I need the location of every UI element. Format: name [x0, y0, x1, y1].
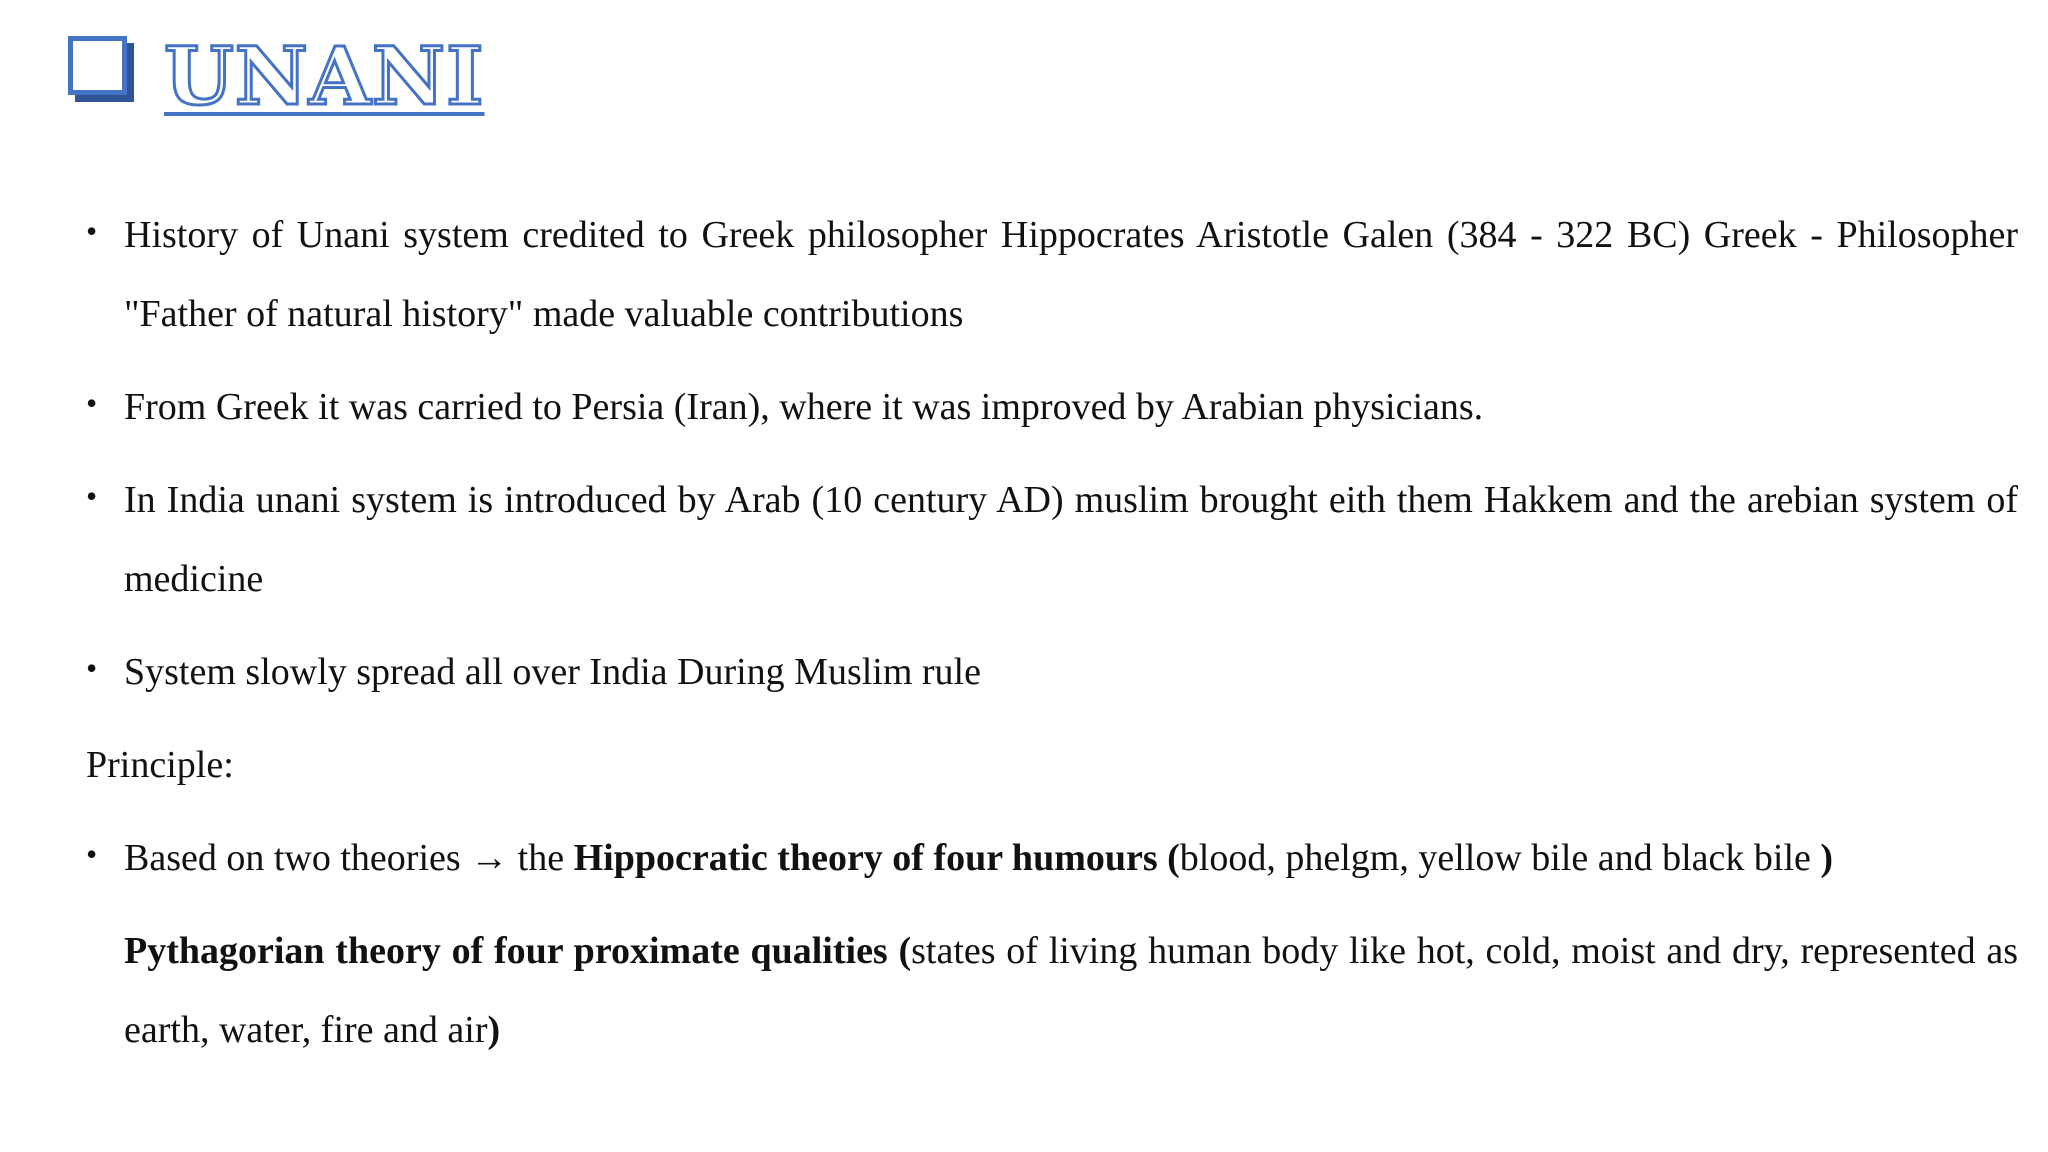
slide-title: UNANI	[164, 29, 485, 123]
principle-heading: Principle:	[86, 744, 234, 786]
bullet-history: • History of Unani system credited to Greek philosopher Hippocrates Aristotle Galen (384 - 322 BC) Greek - Philosopher "Father of natural history" made valuable contributions	[86, 196, 2018, 354]
pythagorian-paragraph	[86, 912, 2018, 1070]
title-row	[68, 30, 485, 130]
bullet-theories	[86, 819, 2018, 898]
slide-body	[86, 196, 2018, 1070]
hollow-square-bullet-icon	[68, 36, 134, 102]
bullet-persia: • From Greek it was carried to Persia (Iran), where it was improved by Arabian physicians.	[86, 368, 2018, 447]
pythagorian-close: )	[487, 1009, 501, 1051]
bullet-spread: • System slowly spread all over India During Muslim rule	[86, 633, 2018, 712]
hippocratic-theory: Hippocratic theory of four humours (	[573, 837, 1180, 879]
theories-lead: Based on two theories → the	[124, 837, 574, 879]
hippocratic-humours: blood, phelgm, yellow bile and black bile	[1179, 837, 1821, 879]
pythagorian-theory: Pythagorian theory of four proximate qualities (	[124, 930, 912, 972]
hippocratic-close: )	[1820, 837, 1834, 879]
bullet-india: • In India unani system is introduced by Arab (10 century AD) muslim brought eith them Hakkem and the arebian system of medicine	[86, 461, 2018, 619]
pythagorian-qualities: states of living human body like hot, cold, moist and dry, represented as earth, water, fire and air	[124, 930, 2018, 1051]
